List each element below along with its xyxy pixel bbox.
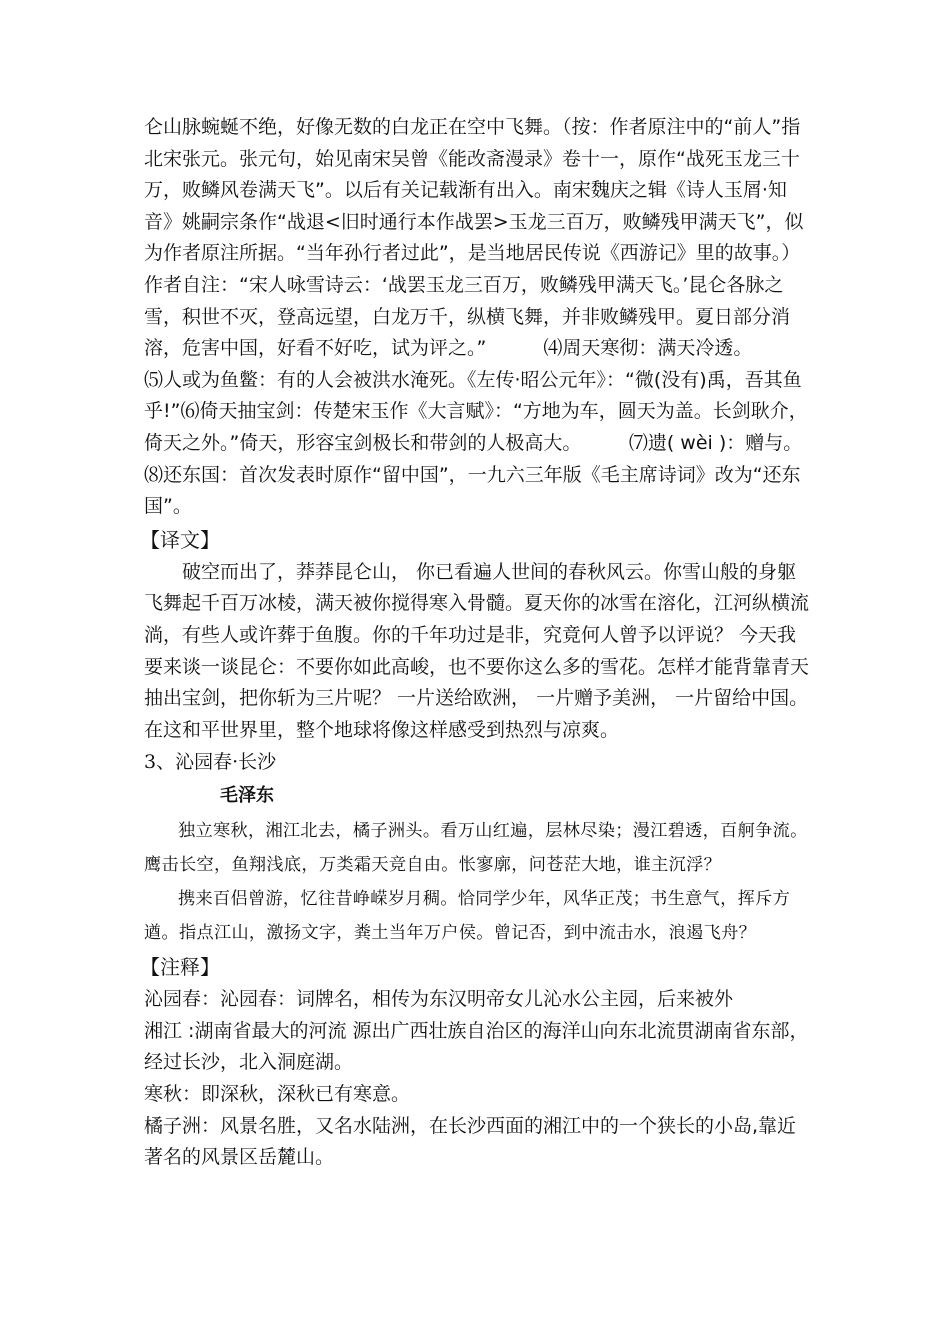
annotations-heading: 【注释】 [140,955,220,980]
annotation-item: 橘子洲：风景名胜，又名水陆洲，在长沙西面的湘江中的一个狭长的小岛,靠近著名的风景区岳麓山。 [144,1114,797,1169]
translation-paragraph: 破空而出了，莽莽昆仑山， 你已看遍人世间的春秋风云。你雪山般的身躯飞舞起千百万冰棱，满天被你搅得寒入骨髓。夏天你的冰雪在溶化，江河纵横流淌，有些人或许葬于鱼腹。你的千年功过是非，究竟何人曾予以评说？ 今天我要来谈一谈昆仑：不要你如此高峻，也不要你这么多的雪花。怎样才能背靠青天抽出宝剑，把你斩为三片呢？ 一片送给欧洲， 一片赠予美洲， 一片留给中国。在这和平世界里，整个地球将像这样感受到热烈与凉爽。 [144,560,810,741]
annotation-item: 寒秋：即深秋，深秋已有寒意。 [144,1083,411,1106]
poem-stanza-1: 独立寒秋，湘江北去，橘子洲头。看万山红遍，层林尽染；漫江碧透，百舸争流。鹰击长空，鱼翔浅底，万类霜天竞自由。怅寥廓，问苍茫大地，谁主沉浮？ [144,821,808,876]
notes-continued-paragraph: 仑山脉蜿蜒不绝，好像无数的白龙正在空中飞舞。（按：作者原注中的“前人”指北宋张元。张元句，始见南宋吴曾《能改斋漫录》卷十一，原作“战死玉龙三十万，败鳞风卷满天飞”。以后有关记载渐有出入。南宋魏庆之辑《诗人玉屑·知音》姚嗣宗条作“战退<旧时通行本作战罢>玉龙三百万，败鳞残甲满天飞”，似为作者原注所据。“当年孙行者过此”，是当地居民传说《西游记》里的故事。）作者自注：“宋人咏雪诗云：‘战罢玉龙三百万，败鳞残甲满天飞。’昆仑各脉之雪，积世不灭，登高远望，白龙万千，纵横飞舞，并非败鳞残甲。夏日部分消溶，危害中国，好看不好吃，试为评之。” ⑷周天寒彻：满天冷透。 ⑸人或为鱼鳖：有的人会被洪水淹死。《左传·昭公元年》：“微(没有)禹，吾其鱼乎!”⑹倚天抽宝剑：传楚宋玉作《大言赋》：“方地为车，圆天为盖。长剑耿介，倚天之外。”倚天，形容宝剑极长和带剑的人极高大。 ⑺遗( wèi )：赠与。 ⑻还东国：首次发表时原作“留中国”，一九六三年版《毛主席诗词》改为“还东国”。 [144,116,850,518]
annotation-item: 湘江 :湖南省最大的河流 源出广西壮族自治区的海洋山向东北流贯湖南省东部，经过长沙，北入洞庭湖。 [144,1019,809,1074]
poem-author: 毛泽东 [220,785,274,807]
translation-heading: 【译文】 [140,527,220,552]
poem-stanza-2: 携来百侣曾游，忆往昔峥嵘岁月稠。恰同学少年，风华正茂；书生意气，挥斥方遒。指点江山，激扬文字，粪土当年万户侯。曾记否，到中流击水，浪遏飞舟？ [144,889,791,944]
annotation-item: 沁园春：沁园春：词牌名，相传为东汉明帝女儿沁水公主园，后来被外 [144,988,734,1011]
poem-title: 3、沁园春·长沙 [144,751,277,774]
page-content [140,112,850,1174]
